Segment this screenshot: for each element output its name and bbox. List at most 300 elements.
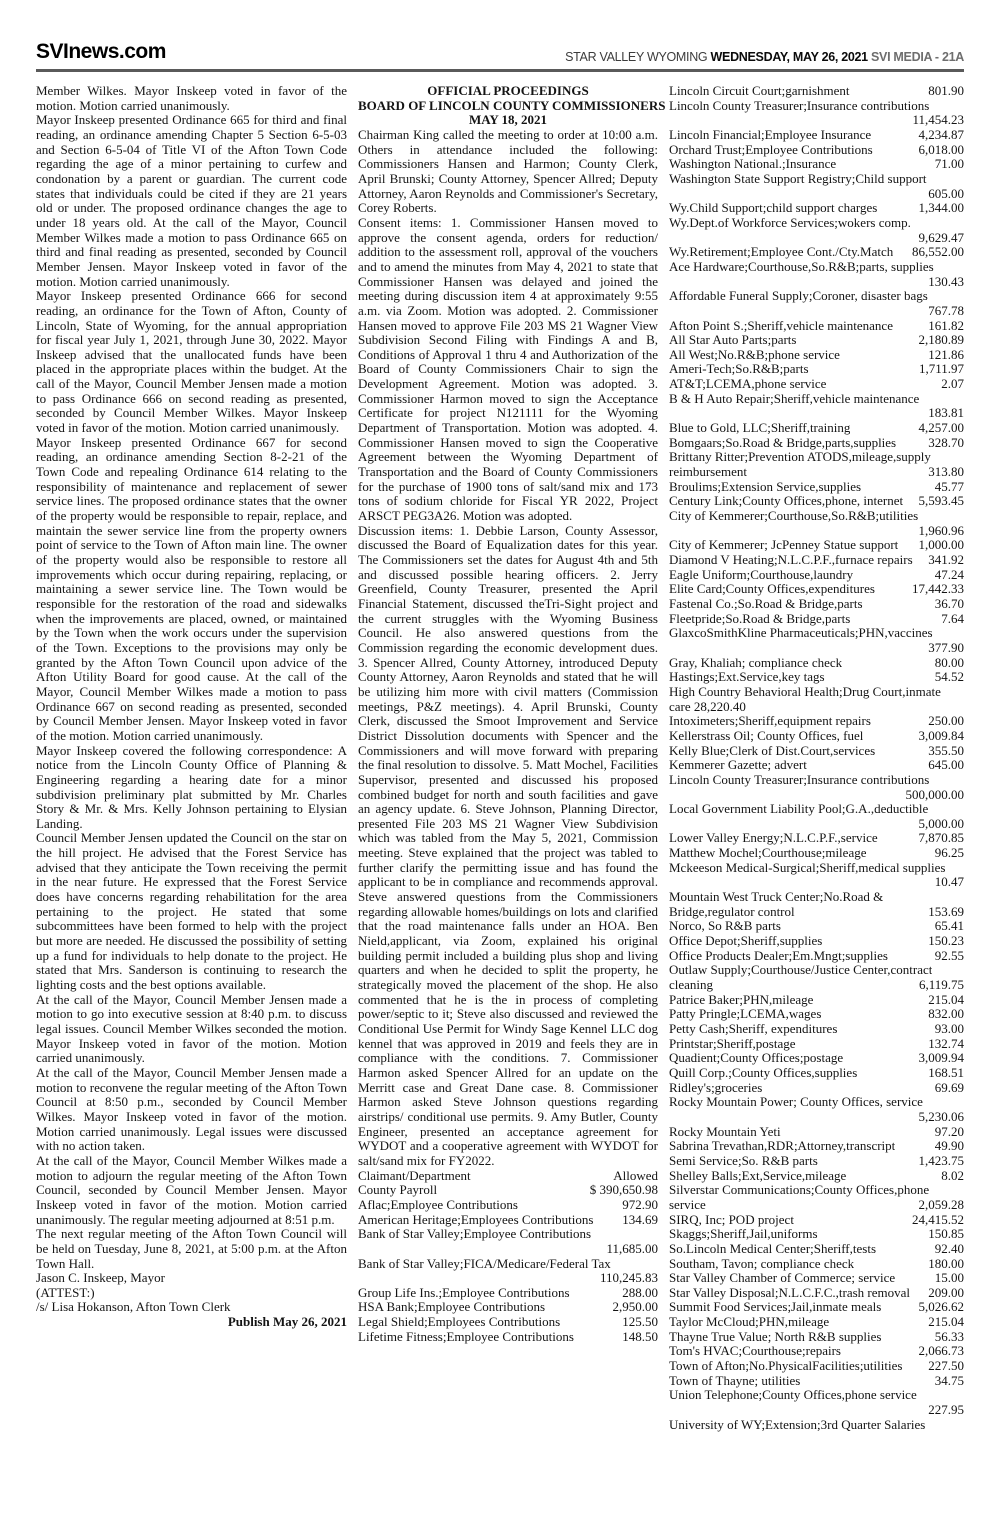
ledger-row [669,201,964,216]
ledger-claimant: Wy.Dept.of Workforce Services;wokers comp. [669,215,911,230]
ledger-amount: 5,000.00 [918,815,964,831]
ledger-claimant: SIRQ, Inc; POD project [669,1212,794,1227]
ledger-amount: 96.25 [934,845,964,861]
paragraph: Discussion items: 1. Debbie Larson, County Assessor, discussed the Board of Equalization dates for this year. The Commissioners set the dates for August 4th and 5th and discussed possible hearing officers. 2. Jerry Greenfield, County Treasurer, presented the April Financial Statement, discussed theTri-Sight project and the current struggles with the Wyoming Business Council. He also answered questions from the Commission regarding the economic development dues. 3. Spencer Allred, County Attorney, introduced Deputy County Attorney, Aaron Reynolds and stated that he will be utilizing him more with civil matters (Commission meetings, P&Z meetings). 4. April Brunski, County Clerk, discussed the Smoot Improvement and Service District Dissolution documents with Spencer and the Commissioners and will move forward with preparing the final resolution to dissolve. 5. Matt Mochel, Facilities Supervisor, presented and discussed his proposed combined budget for north and south facilities and gave an agency update. 6. Steve Johnson, Planning Director, presented File 203 MS 21 Wagner View Subdivision which was tabled from the May 5, 2021, Commission meeting. Steve explained that the project was tabled to further clarify the permitting issue and has found the applicant to be in compliance and recommends approval. Steve answered questions from the Commissioners regarding allowable homes/buildings on lots and clarified that the road maintenance falls under an HOA. Ben Nield,applicant, via Zoom, explained his original building permit included a building plus shop and living quarters and when he decided to split the property, he strategically moved the placement of the shop. He also commented that he is the in process of completing power/septic to it; Steve also discussed and reviewed the Conditional Use Permit for Windy Sage Kennel LLC dog kennel that was approved in 2019 and feels they are in compliance with the conditions. 7. Commissioner Harmon asked Spencer Allred for an update on the Merritt case and Great Dane case. 8. Commissioner Harmon asked Steve Johnson questions regarding airstrips/ conditional use permits. 9. Amy Butler, County Engineer, presented an acceptance agreement for WYDOT and a cooperative agreement with WYDOT for salt/sand mix for FY2022. [358,522,658,1168]
ledger-claimant: Diamond V Heating;N.L.C.P.F.,furnace repairs [669,553,913,567]
ledger-amount: 36.70 [934,595,964,611]
ledger-claimant: Star Valley Disposal;N.L.C.F.C.,trash removal [669,1285,911,1300]
ledger-row [669,304,964,319]
ledger-claimant: Patty Pringle;LCEMA,wages [669,1007,822,1022]
ledger-amount: 93.00 [934,1021,964,1036]
ledger-amount: 10.47 [934,874,964,890]
ledger-amount: 5,593.45 [918,493,964,509]
ledger-row [669,582,964,597]
ledger-row [669,1022,964,1037]
ledger-row [669,1330,964,1345]
ledger-row [669,568,964,583]
ledger-row [669,143,964,158]
ledger-row [669,817,964,832]
ledger-claimant: University of WY;Extension;3rd Quarter Salaries [669,1417,926,1432]
ledger-amount: 6,018.00 [918,141,964,157]
ledger-claimant: Quadient;County Offices;postage [669,1051,844,1066]
ledger-amount: 45.77 [934,478,964,494]
ledger-row [669,1359,964,1374]
ledger-amount: 7.64 [941,610,964,626]
ledger-amount [959,773,964,788]
ledger-row [669,406,964,421]
ledger-row [669,231,964,246]
ledger-row [669,172,964,187]
ledger-row [669,758,964,773]
ledger-row [669,963,964,978]
ledger-claimant: Wy.Child Support;child support charges [669,201,878,216]
paragraph: Member Wilkes. Mayor Inskeep voted in favor of the motion. Motion carried unanimously. [36,83,347,113]
paragraph: The next regular meeting of the Afton Town Council will be held on Tuesday, June 8, 2021, at 5:00 p.m. at the Afton Town Hall. [36,1226,347,1271]
paragraph: At the call of the Mayor, Council Member Jensen made a motion to reconvene the regular meeting of the Afton Town Council at 8:50 p.m., seconded by Council Member Wilkes. Mayor Inskeep voted in favor of the motion. Motion carried unanimously. Legal issues were discussed with no action taken. [36,1064,347,1154]
ledger-amount: 227.50 [928,1358,964,1374]
signature-block [36,1271,347,1315]
ledger-row [669,1125,964,1140]
ledger-amount: 227.95 [928,1402,964,1418]
ledger-amount: 328.70 [928,434,964,450]
ledger-row [669,480,964,495]
ledger-amount: 168.51 [928,1064,964,1080]
ledger-claimant: Printstar;Sheriff,postage [669,1036,796,1051]
ledger-amount: 130.43 [928,273,964,289]
ledger-row [358,1257,658,1272]
ledger-row [669,1286,964,1301]
ledger-claimant: Norco, So R&B parts [669,919,781,934]
ledger-row [358,1242,658,1257]
header-edition: SVI MEDIA - 21A [867,50,964,64]
ledger-claimant: Hastings;Ext.Service,key tags [669,670,825,685]
paragraph: Mayor Inskeep presented Ordinance 666 for second reading, an ordinance for the Town of Afton, County of Lincoln, State of Wyoming, for the annual appropriation for fiscal year July 1, 2021, through June 30, 2022. Mayor Inskeep advised that the unallocated funds have been placed in the appropriate places within the budget. At the call of the Mayor, Council Member Jensen made a motion to pass Ordinance 666 on second reading as presented, seconded by Council Member Wilkes. Mayor Inskeep voted in favor of the motion. Motion carried unanimously. [36,288,347,436]
ledger-row [669,275,964,290]
ledger-amount [959,260,964,275]
ledger-row [669,1344,964,1359]
publish-line: Publish May 26, 2021 [227,1314,347,1330]
ledger-claimant: Bank of Star Valley;FICA/Medicare/Federal Tax [358,1256,611,1271]
ledger-claimant: Afton Point S.;Sheriff,vehicle maintenance [669,318,893,333]
ledger-claimant: B & H Auto Repair;Sheriff,vehicle maintenance [669,391,920,406]
ledger-row [358,1315,658,1330]
proceedings-paragraphs [358,128,658,1169]
ledger-amount: 161.82 [928,317,964,333]
ledger-claimant: Fastenal Co.;So.Road & Bridge,parts [669,596,863,611]
ledger-amount [959,685,964,700]
ledger-row [669,260,964,275]
ledger-claimant: Aflac;Employee Contributions [358,1197,518,1212]
ledger-amount [959,890,964,905]
ledger-amount [959,392,964,407]
ledger-row [669,348,964,363]
ledger-amount: 605.00 [928,185,964,201]
ledger-claimant: Orchard Trust;Employee Contributions [669,142,873,157]
ledger-row [669,919,964,934]
ledger-claimant: Ridley's;groceries [669,1080,763,1095]
ledger-row [669,714,964,729]
ledger-amount [959,509,964,524]
ledger-claimant: Washington State Support Registry;Child support [669,171,927,186]
ledger-amount: 2,059.28 [918,1196,964,1212]
ledger-row [669,1183,964,1198]
ledger-amount: 1,711.97 [918,361,964,377]
ledger-amount: 645.00 [928,757,964,773]
ledger-amount: 148.50 [622,1328,658,1344]
ledger-amount: 313.80 [928,464,964,480]
ledger-claimant: Ameri-Tech;So.R&B;parts [669,362,809,377]
ledger-row [669,597,964,612]
ledger-row [669,656,964,671]
ledger-row [669,934,964,949]
ledger-row [669,729,964,744]
ledger-row [669,788,964,803]
ledger-amount: 80.00 [934,654,964,670]
heading-line: BOARD OF LINCOLN COUNTY COMMISSIONERS [358,97,666,113]
ledger-claimant: Outlaw Supply;Courthouse/Justice Center,contract [669,963,933,978]
ledger-claimant: Sabrina Trevathan,RDR;Attorney,transcript [669,1139,896,1154]
ledger-row [669,905,964,920]
ledger-claimant: Local Government Liability Pool;G.A.,deductible [669,802,929,817]
ledger-amount [959,216,964,231]
ledger-amount: 97.20 [934,1123,964,1139]
header-meta [565,50,964,64]
ledger-row [669,670,964,685]
ledger-row [669,1257,964,1272]
ledger-amount: 801.90 [928,83,964,98]
ledger-claimant: Bridge,regulator control [669,904,795,919]
ledger-claimant: Bomgaars;So.Road & Bridge,parts,supplies [669,435,897,450]
ledger-claimant: HSA Bank;Employee Contributions [358,1300,546,1315]
ledger-claimant: AT&T;LCEMA,phone service [669,377,827,392]
ledger-amount [959,626,964,641]
ledger-claimant: cleaning [669,978,714,993]
ledger-claimant: Intoximeters;Sheriff,equipment repairs [669,714,871,729]
ledger-amount: 17,442.33 [912,581,964,597]
ledger-row [669,1271,964,1286]
ledger-amount [959,700,964,715]
ledger-amount [959,1388,964,1403]
ledger-amount [959,963,964,978]
ledger-claimant: Kelly Blue;Clerk of Dist.Court,services [669,743,876,758]
ledger-row [669,436,964,451]
ledger-row [669,245,964,260]
ledger-row [669,450,964,465]
ledger-row [669,319,964,334]
ledger-header-claimant: Claimant/Department [358,1168,471,1183]
ledger-claimant: Town of Afton;No.PhysicalFacilities;utilities [669,1359,903,1374]
ledger-row [358,1300,658,1315]
ledger-row [669,641,964,656]
ledger-claimant: reimbursement [669,465,747,480]
ledger-rows-col3 [669,84,964,1432]
article-columns [36,84,964,1432]
ledger-amount: 972.90 [622,1196,658,1212]
paragraph: Consent items: 1. Commissioner Hansen moved to approve the consent agenda, orders for reduction/ addition to the assessment roll, approval of the vouchers and to amend the minutes from May 4, 2021 to state that Commissioner Hansen was delayed and joined the meeting during discussion item 4 at approximately 9:55 a.m. via Zoom. Motion was adopted. 2. Commissioner Hansen moved to approve File 203 MS 21 Wagner View Subdivision Second Filing with Findings A and B, Conditions of Approval 1 thru 4 and Authorization of the Board of County Commissioners Chair to sign the Development Agreement. Motion was adopted. 3. Commissioner Harmon moved to sign the Acceptance Certificate for project N121111 for the Wyoming Department of Transportation. Motion was adopted. 4. Commissioner Hansen moved to sign the Cooperative Agreement between the Wyoming Department of Transportation and the Board of County Commissioners for the purchase of 1900 tons of salt/sand mix and 173 tons of sodium chloride for Fiscal YR 2022, Project ARSCT PEG3A26. Motion was adopted. [358,214,658,524]
ledger-claimant: Quill Corp.;County Offices,supplies [669,1065,858,1080]
ledger-row [669,509,964,524]
ledger-claimant: Taylor McCloud;PHN,mileage [669,1315,830,1330]
signature-line: /s/ Lisa Hokanson, Afton Town Clerk [36,1299,231,1315]
ledger-row [669,362,964,377]
ledger-amount: 110,245.83 [599,1270,658,1286]
ledger-amount: 4,234.87 [918,126,964,142]
ledger-claimant: Rocky Mountain Yeti [669,1124,781,1139]
ledger-row [669,187,964,202]
ledger-amount: 9,629.47 [918,229,964,245]
ledger-row [669,1388,964,1403]
heading-line: MAY 18, 2021 [468,112,548,128]
ledger-row [669,1300,964,1315]
ledger-row [669,494,964,509]
ledger-claimant: City of Kemmerer;Courthouse,So.R&B;utilities [669,509,919,524]
ledger-amount: 121.86 [928,346,964,362]
ledger-amount: 3,009.84 [918,727,964,743]
ledger-claimant: Town of Thayne; utilities [669,1373,801,1388]
ledger-row [669,99,964,114]
header-date: WEDNESDAY, MAY 26, 2021 [710,50,868,64]
ledger-claimant: Broulims;Extension Service,supplies [669,479,862,494]
ledger-row [669,377,964,392]
ledger-row [669,465,964,480]
paragraph: At the call of the Mayor, Council Member Jensen made a motion to go into executive session at 8:40 p.m. to discuss legal issues. Council Member Wilkes seconded the motion. Mayor Inskeep voted in favor of the motion. Motion carried unanimously. [36,991,347,1066]
ledger-claimant: Ace Hardware;Courthouse,So.R&B;parts, supplies [669,259,934,274]
ledger-claimant: care 28,220.40 [669,699,746,714]
ledger-row [669,524,964,539]
ledger-claimant: Patrice Baker;PHN,mileage [669,992,814,1007]
ledger-amount: 2,950.00 [612,1299,658,1315]
ledger-amount: 6,119.75 [918,977,964,993]
ledger-row [669,216,964,231]
town-council-paragraphs [36,84,347,1271]
ledger-row [358,1286,658,1301]
ledger-amount [959,172,964,187]
signature-line: (ATTEST:) [36,1284,95,1300]
ledger-row [669,685,964,700]
ledger-claimant: Fleetpride;So.Road & Bridge,parts [669,611,851,626]
ledger-amount: $ 390,650.98 [589,1182,658,1198]
ledger-claimant: Brittany Ritter;Prevention ATODS,mileage,supply [669,450,931,465]
ledger-amount: 288.00 [622,1284,658,1300]
ledger-claimant: Matthew Mochel;Courthouse;mileage [669,846,867,861]
ledger-amount [959,861,964,876]
column-county-proceedings [358,83,666,1432]
ledger-row [669,84,964,99]
ledger-row [669,1418,964,1433]
ledger-row [669,1198,964,1213]
ledger-amount [959,99,964,114]
ledger-claimant: Lifetime Fitness;Employee Contributions [358,1329,574,1344]
ledger-amount: 832.00 [928,1006,964,1022]
ledger-amount: 15.00 [934,1270,964,1286]
ledger-claimant: Elite Card;County Offices,expenditures [669,582,875,597]
ledger-row [669,875,964,890]
ledger-row [669,1051,964,1066]
ledger-claimant: Group Life Ins.;Employee Contributions [358,1285,570,1300]
ledger-row [669,1007,964,1022]
ledger-row [669,773,964,788]
proceedings-heading [358,83,666,128]
ledger-amount: 153.69 [928,903,964,919]
ledger-amount: 377.90 [928,639,964,655]
ledger-amount: 215.04 [928,1314,964,1330]
ledger-row [669,978,964,993]
ledger-claimant: American Heritage;Employees Contributions [358,1212,594,1227]
ledger-amount: 7,870.85 [918,830,964,846]
ledger-amount: 150.23 [928,933,964,949]
ledger-row [669,1213,964,1228]
ledger-amount: 500,000.00 [905,786,964,802]
ledger-claimant: Office Depot;Sheriff,supplies [669,934,823,949]
ledger-claimant: GlaxcoSmithKline Pharmaceuticals;PHN,vaccines [669,626,933,641]
ledger-row [669,392,964,407]
ledger-row [669,846,964,861]
ledger-amount: 56.33 [934,1328,964,1344]
ledger-amount [959,1095,964,1110]
ledger-claimant: service [669,1197,706,1212]
ledger-row [669,289,964,304]
ledger-claimant: Southam, Tavon; compliance check [669,1256,855,1271]
ledger-row [669,538,964,553]
ledger-claimant: Tom's HVAC;Courthouse;repairs [669,1344,841,1359]
ledger-claimant: Petty Cash;Sheriff, expenditures [669,1022,838,1036]
masthead-logo: SVInews.com [36,40,166,63]
ledger-amount: 209.00 [928,1284,964,1300]
paragraph: Council Member Jensen updated the Council on the star on the hill project. He advised that the Forest Service has advised that they anticipate the Town receiving the permit in the near future. He expressed that the Forest Service does have concerns regarding rehabilitation for the area pertaining to the project. He stated that some subcommittees have been formed to help with the project but more are needed. He discussed the possibility of setting up a fund for individuals to help donate to the project. He stated that Mrs. Sanderson is continuing to research the lighting costs and the best options available. [36,830,347,993]
ledger-amount: 5,026.62 [918,1299,964,1315]
ledger-amount: 5,230.06 [918,1108,964,1124]
ledger-claimant: Shelley Balls;Ext,Service,mileage [669,1168,847,1183]
ledger-row [669,1374,964,1389]
ledger-amount: 341.92 [928,552,964,567]
ledger-claimant: Skaggs;Sheriff,Jail,uniforms [669,1227,818,1242]
ledger-claimant: Blue to Gold, LLC;Sheriff,training [669,421,851,436]
ledger-amount: 3,009.94 [918,1050,964,1066]
ledger-amount: 1,000.00 [918,537,964,553]
ledger-amount: 47.24 [934,566,964,582]
ledger-amount: 71.00 [934,156,964,172]
ledger-amount: 215.04 [928,991,964,1007]
ledger-claimant: Washington National.;Insurance [669,157,837,172]
ledger-row [669,1037,964,1052]
ledger-claimant: Office Products Dealer;Em.Mngt;supplies [669,948,888,963]
ledger-row [669,861,964,876]
ledger-claimant: Mountain West Truck Center;No.Road & [669,890,884,905]
ledger-claimant: Star Valley Chamber of Commerce; service [669,1271,896,1286]
ledger-amount: 183.81 [928,405,964,421]
ledger-rows-col2 [358,1183,658,1344]
ledger-amount: 69.69 [934,1079,964,1095]
ledger-row [669,1169,964,1184]
column-ledger [669,84,964,1432]
ledger-row [669,1081,964,1096]
ledger-row [669,612,964,627]
ledger-row [669,1315,964,1330]
ledger-claimant: Semi Service;So. R&B parts [669,1153,818,1168]
ledger-row [669,744,964,759]
column-town-council-minutes [36,84,347,1432]
ledger-header-allowed: Allowed [613,1167,658,1183]
ledger-amount: 65.41 [934,918,964,934]
ledger-amount: 767.78 [928,302,964,318]
ledger-amount: 132.74 [928,1035,964,1051]
ledger-row [669,1242,964,1257]
ledger-amount: 125.50 [622,1314,658,1330]
ledger-claimant: So.Lincoln Medical Center;Sheriff,tests [669,1241,876,1256]
ledger-claimant: Lower Valley Energy;N.L.C.P.F.,service [669,831,878,846]
page-header [36,40,964,72]
ledger-claimant: Gray, Khaliah; compliance check [669,655,843,670]
ledger-claimant: Legal Shield;Employees Contributions [358,1315,561,1330]
ledger-amount: 4,257.00 [918,420,964,436]
ledger-row [669,157,964,172]
ledger-claimant: All Star Auto Parts;parts [669,333,797,348]
ledger-row [669,1110,964,1125]
ledger-row [669,1066,964,1081]
ledger-amount: 8.02 [941,1167,964,1183]
ledger-header-row [358,1169,658,1184]
ledger-amount: 54.52 [934,669,964,685]
ledger-amount: 2,066.73 [918,1343,964,1359]
ledger-claimant: Eagle Uniform;Courthouse,laundry [669,567,854,582]
ledger-row [669,1227,964,1242]
ledger-claimant: Lincoln County Treasurer;Insurance contributions [669,98,930,113]
ledger-row [669,831,964,846]
ledger-amount: 2.07 [941,376,964,392]
ledger-amount: 11,685.00 [606,1240,658,1256]
paragraph: Mayor Inskeep presented Ordinance 667 for second reading, an ordinance amending Section 8-2-21 of the Town Code and repealing Ordinance 614 relating to the responsibility of maintenance and replacement of sewer service lines. The proposed ordinance states that the owner of the property would be responsible to repair, replace, and maintain the sewer service line from the property owners point of service to the Town of Afton main line. The owner of the property would also be responsible to restore all improvements which occur during repairing, replacing, or maintaining a sewer service line. The Town would be responsible for the restoration of the road and sidewalks when the improvements are placed, owned, or maintained by the Town when the work occurs under the supervision of the Town. Exceptions to the provisions may only be granted by the Afton Town Council upon advice of the Afton Utility Board for good cause. At the call of the Mayor, Council Member Wilkes made a motion to pass Ordinance 667 on second reading as presented, seconded by Council Member Jensen. Mayor Inskeep voted in favor of the motion. Motion carried unanimously. [36,434,347,743]
ledger-amount: 34.75 [934,1372,964,1388]
ledger-row [669,553,964,568]
ledger-claimant: Lincoln Circuit Court;garnishment [669,84,850,98]
ledger-row [669,626,964,641]
ledger-amount: 1,960.96 [918,522,964,538]
ledger-claimant: Century Link;County Offices,phone, internet [669,494,904,509]
paragraph: Mayor Inskeep covered the following correspondence: A notice from the Lincoln County Office of Planning & Engineering regarding a hearing date for a minor subdivision preliminary plat submitted by Mr. Charles Story & Mr. & Mrs. Kelly Johnson pertaining to Elysian Landing. [36,742,347,831]
ledger-amount [653,1257,658,1272]
proceedings-heading-lines [358,83,666,128]
ledger-amount: 92.55 [934,947,964,963]
ledger-row [669,1095,964,1110]
ledger-row [669,333,964,348]
ledger-claimant: High Country Behavioral Health;Drug Court,inmate [669,684,941,699]
ledger-amount: 11,454.23 [912,112,964,128]
ledger-claimant: Mckeeson Medical-Surgical;Sheriff,medical supplies [669,860,946,875]
ledger-row [358,1330,658,1345]
ledger-row [358,1213,658,1228]
ledger-amount [959,1418,964,1433]
ledger-row [669,1154,964,1169]
ledger-claimant: Kemmerer Gazette; advert [669,758,807,773]
ledger-claimant: Lincoln County Treasurer;Insurance contributions [669,772,930,787]
ledger-claimant: Union Telephone;County Offices,phone service [669,1388,917,1403]
ledger-claimant: Wy.Retirement;Employee Cont./Cty.Match [669,245,894,260]
ledger-amount [959,450,964,465]
ledger-claimant: Affordable Funeral Supply;Coroner, disaster bags [669,289,928,304]
ledger-row [669,421,964,436]
ledger-amount: 92.40 [934,1240,964,1256]
ledger-claimant: Lincoln Financial;Employee Insurance [669,127,872,142]
ledger-claimant: City of Kemmerer; JcPenney Statue support [669,538,899,553]
ledger-amount [959,802,964,817]
ledger-amount: 134.69 [622,1211,658,1227]
ledger-row [669,1139,964,1154]
ledger-row [669,128,964,143]
ledger-amount [653,1227,658,1242]
ledger-claimant: Silverstar Communications;County Offices,phone [669,1183,930,1198]
ledger-amount: 2,180.89 [918,332,964,348]
signature-line: Jason C. Inskeep, Mayor [36,1270,165,1286]
